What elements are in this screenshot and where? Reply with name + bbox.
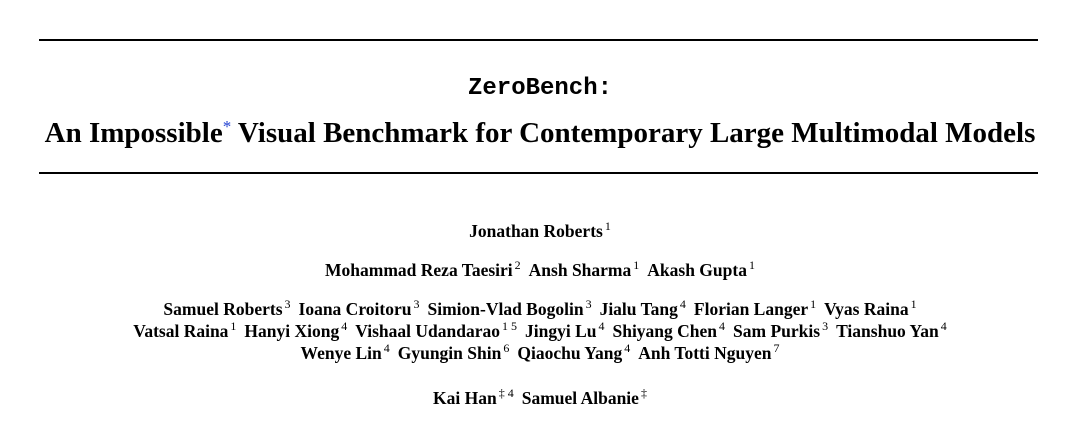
author-affiliation: 2	[514, 258, 521, 272]
author-affiliation: 4	[940, 319, 947, 333]
author-affiliation: 3	[413, 297, 420, 311]
author-entry	[522, 388, 647, 408]
author-entry	[529, 260, 640, 280]
author-affiliation: 1	[748, 258, 755, 272]
paper-title-short: ZeroBench:	[467, 75, 613, 102]
author-name: Anh Totti Nguyen	[638, 343, 772, 363]
author-entry	[647, 260, 755, 280]
author-entry	[301, 343, 390, 363]
author-name: Vyas Raina	[824, 299, 909, 319]
author-name: Tianshuo Yan	[836, 321, 939, 341]
author-entry	[612, 321, 725, 341]
author-affiliation: 7	[773, 341, 780, 355]
author-row	[0, 259, 1080, 281]
author-entry	[325, 260, 521, 280]
title-footnote-marker[interactable]: *	[222, 117, 232, 136]
author-entry	[433, 388, 514, 408]
paper-title	[0, 110, 1080, 150]
author-name: Gyungin Shin	[397, 343, 502, 363]
author-name: Mohammad Reza Taesiri	[325, 260, 513, 280]
bottom-rule	[39, 172, 1038, 174]
author-affiliation: 1	[910, 297, 917, 311]
top-rule	[39, 39, 1038, 41]
author-row	[0, 220, 1080, 242]
author-affiliation: ‡	[640, 386, 647, 400]
author-affiliation: 4	[341, 319, 348, 333]
author-affiliation: 1	[604, 219, 611, 233]
author-name: Sam Purkis	[733, 321, 821, 341]
author-affiliation: 1 5	[501, 319, 517, 333]
author-name: Jialu Tang	[599, 299, 678, 319]
author-affiliation: 4	[383, 341, 390, 355]
author-affiliation: 1	[810, 297, 817, 311]
author-name: Jingyi Lu	[524, 321, 597, 341]
author-affiliation: 6	[503, 341, 510, 355]
author-row	[0, 342, 1080, 364]
author-entry	[398, 343, 510, 363]
author-affiliation: ‡ 4	[498, 386, 514, 400]
author-name: Hanyi Xiong	[244, 321, 340, 341]
author-entry	[638, 343, 779, 363]
paper-title-pre: An Impossible	[44, 117, 223, 149]
author-affiliation: 1	[230, 319, 237, 333]
author-name: Ioana Croitoru	[298, 299, 412, 319]
author-row	[0, 298, 1080, 320]
author-name: Samuel Roberts	[163, 299, 283, 319]
author-affiliation: 4	[624, 341, 631, 355]
author-affiliation: 4	[598, 319, 605, 333]
author-affiliation: 3	[585, 297, 592, 311]
author-name: Qiaochu Yang	[517, 343, 623, 363]
author-affiliation: 4	[719, 319, 726, 333]
author-entry	[469, 221, 611, 241]
author-entry	[299, 299, 420, 319]
author-name: Samuel Albanie	[521, 388, 639, 408]
author-name: Kai Han	[433, 388, 497, 408]
author-name: Shiyang Chen	[612, 321, 718, 341]
author-name: Jonathan Roberts	[469, 221, 603, 241]
author-entry	[427, 299, 591, 319]
author-affiliation: 1	[633, 258, 640, 272]
author-entry	[600, 299, 686, 319]
author-entry	[163, 299, 290, 319]
author-name: Simion-Vlad Bogolin	[427, 299, 584, 319]
author-entry	[525, 321, 605, 341]
paper-title-post: Visual Benchmark for Contemporary Large Multimodal Models	[231, 117, 1036, 149]
author-name: Wenye Lin	[300, 343, 382, 363]
author-entry	[824, 299, 916, 319]
author-affiliation: 3	[284, 297, 291, 311]
author-entry	[733, 321, 828, 341]
author-entry	[355, 321, 517, 341]
author-entry	[694, 299, 816, 319]
author-affiliation: 3	[822, 319, 829, 333]
author-name: Ansh Sharma	[528, 260, 632, 280]
author-row	[0, 320, 1080, 342]
author-name: Vishaal Udandarao	[355, 321, 500, 341]
author-name: Akash Gupta	[647, 260, 747, 280]
author-entry	[517, 343, 630, 363]
author-row	[0, 387, 1080, 409]
author-affiliation: 4	[679, 297, 686, 311]
author-name: Vatsal Raina	[133, 321, 229, 341]
author-entry	[836, 321, 947, 341]
author-entry	[133, 321, 236, 341]
author-entry	[244, 321, 347, 341]
author-name: Florian Langer	[693, 299, 809, 319]
